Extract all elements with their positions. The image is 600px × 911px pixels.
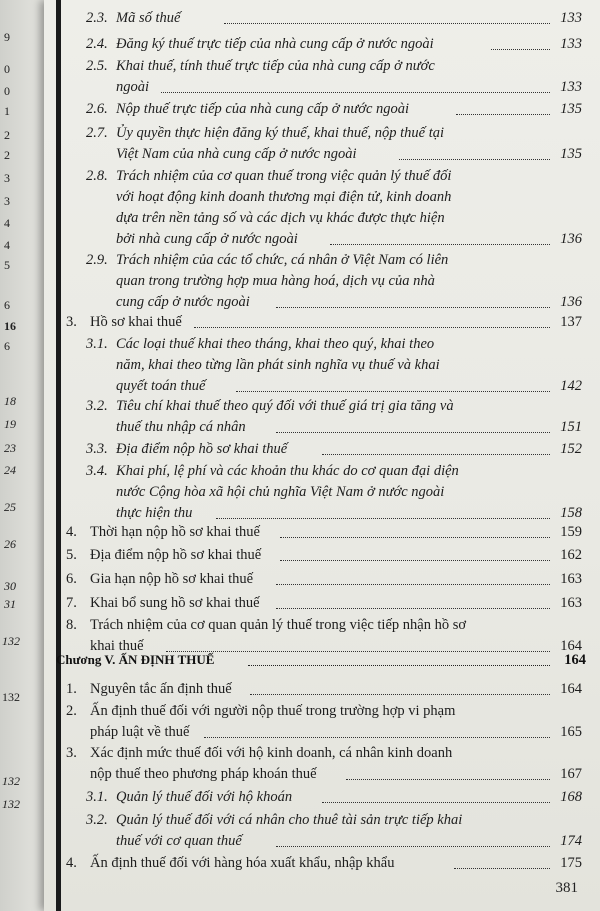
toc-entry <box>44 101 600 122</box>
entry-page-number: 135 <box>560 101 582 117</box>
entry-number: 3.1. <box>86 789 108 805</box>
entry-title-line: Mã số thuế <box>116 10 181 26</box>
entry-title-line: năm, khai theo từng lần phát sinh nghĩa vụ thuế và khai <box>116 357 440 373</box>
entry-page-number: 137 <box>560 314 582 330</box>
toc-entry <box>44 398 600 440</box>
prev-page-number: 26 <box>4 537 16 551</box>
entry-title-line: Trách nhiệm của cơ quan thuế trong việc quản lý thuế đối <box>116 168 452 184</box>
entry-title-line: Ấn định thuế đối với người nộp thuế trong trường hợp vi phạm <box>90 703 456 719</box>
prev-page-number: 3 <box>4 194 10 208</box>
prev-page-number: 6 <box>4 298 10 312</box>
prev-page-number: 2 <box>4 148 10 162</box>
dot-leader <box>194 327 550 328</box>
entry-number: 3.4. <box>86 463 108 479</box>
entry-page-number: 136 <box>560 294 582 310</box>
entry-number: 3.2. <box>86 398 108 414</box>
entry-title-line: Khai phí, lệ phí và các khoản thu khác do cơ quan đại diện <box>116 463 459 479</box>
entry-title-line: Địa điểm nộp hồ sơ khai thuế <box>116 441 288 457</box>
entry-title-line: khai thuế <box>90 638 144 654</box>
entry-page-number: 133 <box>560 36 582 52</box>
toc-entry <box>44 681 600 702</box>
entry-number: 3. <box>66 314 77 330</box>
prev-page-number: 4 <box>4 216 10 230</box>
prev-page-number: 2 <box>4 128 10 142</box>
entry-number: 1. <box>66 681 77 697</box>
prev-page-number: 5 <box>4 258 10 272</box>
entry-page-number: 152 <box>560 441 582 457</box>
entry-title-line: Quản lý thuế đối với hộ khoán <box>116 789 293 805</box>
entry-title-line: quyết toán thuế <box>116 378 206 394</box>
entry-title-line: quan trong trường hợp mua hàng hoá, dịch vụ của nhà <box>116 273 435 289</box>
entry-number: 7. <box>66 595 77 611</box>
toc-entry <box>44 547 600 568</box>
entry-page-number: 164 <box>560 638 582 654</box>
prev-page-number: 0 <box>4 62 10 76</box>
dot-leader <box>204 737 550 738</box>
dot-leader <box>322 454 550 455</box>
entry-page-number: 163 <box>560 595 582 611</box>
entry-title-line: nộp thuế theo phương pháp khoán thuế <box>90 766 317 782</box>
prev-page-number: 31 <box>4 597 16 611</box>
dot-leader <box>491 49 550 50</box>
entry-page-number: 151 <box>560 419 582 435</box>
prev-page-number: 9 <box>4 30 10 44</box>
entry-title-line: Việt Nam của nhà cung cấp ở nước ngoài <box>116 146 357 162</box>
toc-entry <box>44 252 600 315</box>
toc-entry <box>44 10 600 31</box>
toc-entry <box>44 125 600 167</box>
prev-page-number: 18 <box>4 394 16 408</box>
entry-number: 2.8. <box>86 168 108 184</box>
entry-title-line: Khai thuế, tính thuế trực tiếp của nhà cung cấp ở nước <box>116 58 435 74</box>
entry-title-line: Đăng ký thuế trực tiếp của nhà cung cấp ở nước ngoài <box>116 36 434 52</box>
entry-title-line: Thời hạn nộp hồ sơ khai thuế <box>90 524 260 540</box>
prev-page-number: 0 <box>4 84 10 98</box>
dot-leader <box>454 868 550 869</box>
entry-title-line: thuế thu nhập cá nhân <box>116 419 246 435</box>
entry-page-number: 165 <box>560 724 582 740</box>
entry-title-line: nước Cộng hòa xã hội chủ nghĩa Việt Nam ở nước ngoài <box>116 484 445 500</box>
entry-title-line: Trách nhiệm của cơ quan quản lý thuế trong việc tiếp nhận hồ sơ <box>90 617 467 633</box>
dot-leader <box>161 92 550 93</box>
entry-number: 8. <box>66 617 77 633</box>
toc-entry <box>44 571 600 592</box>
prev-page-number: 3 <box>4 171 10 185</box>
entry-page-number: 163 <box>560 571 582 587</box>
dot-leader <box>399 159 550 160</box>
prev-page-number: 19 <box>4 417 16 431</box>
entry-title-line: bởi nhà cung cấp ở nước ngoài <box>116 231 298 247</box>
dot-leader <box>330 244 550 245</box>
entry-title-line: Hồ sơ khai thuế <box>90 314 182 330</box>
entry-page-number: 133 <box>560 79 582 95</box>
prev-page-number: 132 <box>2 634 20 648</box>
entry-number: 2.4. <box>86 36 108 52</box>
dot-leader <box>276 584 550 585</box>
entry-number: 2.7. <box>86 125 108 141</box>
entry-number: 2. <box>66 703 77 719</box>
entry-title-line: Nguyên tắc ấn định thuế <box>90 681 232 697</box>
chapter-title: Chương V. ẤN ĐỊNH THUẾ <box>56 652 215 667</box>
entry-title-line: dựa trên nền tảng số và các dịch vụ khác được thực hiện <box>116 210 445 226</box>
entry-title-line: Trách nhiệm của các tổ chức, cá nhân ở Việt Nam có liên <box>116 252 449 268</box>
dot-leader <box>250 694 550 695</box>
prev-page-number: 4 <box>4 238 10 252</box>
entry-title-line: Quản lý thuế đối với cá nhân cho thuê tài sản trực tiếp khai <box>116 812 463 828</box>
page-number: 381 <box>555 880 578 896</box>
entry-title-line: Xác định mức thuế đối với hộ kinh doanh, cá nhân kinh doanh <box>90 745 453 761</box>
entry-number: 4. <box>66 524 77 540</box>
prev-page-number: 6 <box>4 339 10 353</box>
entry-page-number: 175 <box>560 855 582 871</box>
entry-page-number: 135 <box>560 146 582 162</box>
entry-page-number: 136 <box>560 231 582 247</box>
entry-number: 3. <box>66 745 77 761</box>
toc-entry <box>44 314 600 335</box>
entry-page-number: 164 <box>560 681 582 697</box>
toc-entry <box>44 463 600 526</box>
entry-title-line: với hoạt động kinh doanh thương mại điện tử, kinh doanh <box>116 189 452 205</box>
entry-number: 2.6. <box>86 101 108 117</box>
entry-page-number: 159 <box>560 524 582 540</box>
chapter-page: 164 <box>564 652 586 668</box>
prev-page-number: 132 <box>2 690 20 704</box>
toc-entry <box>44 36 600 57</box>
entry-page-number: 133 <box>560 10 582 26</box>
toc-entry <box>44 745 600 787</box>
prev-page-number: 24 <box>4 463 16 477</box>
dot-leader <box>216 518 550 519</box>
prev-page-number: 132 <box>2 774 20 788</box>
toc-entry <box>44 789 600 810</box>
toc-entry <box>44 617 600 659</box>
prev-page-number: 25 <box>4 500 16 514</box>
entry-title-line: Tiêu chí khai thuế theo quý đối với thuế giá trị gia tăng và <box>116 398 454 414</box>
entry-title-line: pháp luật về thuế <box>90 724 190 740</box>
toc-entry <box>44 441 600 462</box>
entry-page-number: 168 <box>560 789 582 805</box>
dot-leader <box>276 432 550 433</box>
toc-entry <box>44 524 600 545</box>
entry-number: 6. <box>66 571 77 587</box>
entry-title-line: thuế với cơ quan thuế <box>116 833 242 849</box>
entry-title-line: Ấn định thuế đối với hàng hóa xuất khẩu, nhập khẩu <box>90 855 395 871</box>
entry-title-line: thực hiện thu <box>116 505 193 521</box>
previous-page-edge <box>0 0 44 911</box>
entry-number: 5. <box>66 547 77 563</box>
entry-number: 2.9. <box>86 252 108 268</box>
toc-page <box>44 0 600 911</box>
dot-leader <box>276 608 550 609</box>
prev-page-number: 30 <box>4 579 16 593</box>
dot-leader <box>276 307 550 308</box>
entry-number: 3.1. <box>86 336 108 352</box>
dot-leader <box>456 114 550 115</box>
entry-number: 2.3. <box>86 10 108 26</box>
prev-page-number: 16 <box>4 319 16 333</box>
toc-entry <box>44 812 600 854</box>
entry-title-line: Khai bổ sung hồ sơ khai thuế <box>90 595 260 611</box>
entry-title-line: Các loại thuế khai theo tháng, khai theo quý, khai theo <box>116 336 435 352</box>
prev-page-number: 1 <box>4 104 10 118</box>
entry-number: 2.5. <box>86 58 108 74</box>
entry-page-number: 162 <box>560 547 582 563</box>
toc-entry <box>44 336 600 399</box>
dot-leader <box>276 846 550 847</box>
entry-title-line: cung cấp ở nước ngoài <box>116 294 250 310</box>
dot-leader <box>322 802 550 803</box>
entry-number: 4. <box>66 855 77 871</box>
toc-entry <box>44 58 600 100</box>
toc-entry <box>44 595 600 616</box>
entry-title-line: ngoài <box>116 79 150 95</box>
dot-leader <box>224 23 550 24</box>
entry-title-line: Gia hạn nộp hồ sơ khai thuế <box>90 571 254 587</box>
prev-page-number: 132 <box>2 797 20 811</box>
entry-number: 3.2. <box>86 812 108 828</box>
entry-title-line: Nộp thuế trực tiếp của nhà cung cấp ở nước ngoài <box>116 101 410 117</box>
entry-page-number: 167 <box>560 766 582 782</box>
dot-leader <box>280 560 550 561</box>
dot-leader <box>280 537 550 538</box>
entry-title-line: Địa điểm nộp hồ sơ khai thuế <box>90 547 262 563</box>
dot-leader <box>166 651 550 652</box>
dot-leader <box>236 391 550 392</box>
prev-page-number: 23 <box>4 441 16 455</box>
chapter-leader <box>248 665 550 666</box>
toc-entry <box>44 168 600 252</box>
entry-page-number: 158 <box>560 505 582 521</box>
toc-entry <box>44 855 600 876</box>
dot-leader <box>346 779 550 780</box>
entry-title-line: Ủy quyền thực hiện đăng ký thuế, khai thuế, nộp thuế tại <box>116 125 445 141</box>
entry-page-number: 142 <box>560 378 582 394</box>
entry-page-number: 174 <box>560 833 582 849</box>
toc-entry <box>44 703 600 745</box>
entry-number: 3.3. <box>86 441 108 457</box>
